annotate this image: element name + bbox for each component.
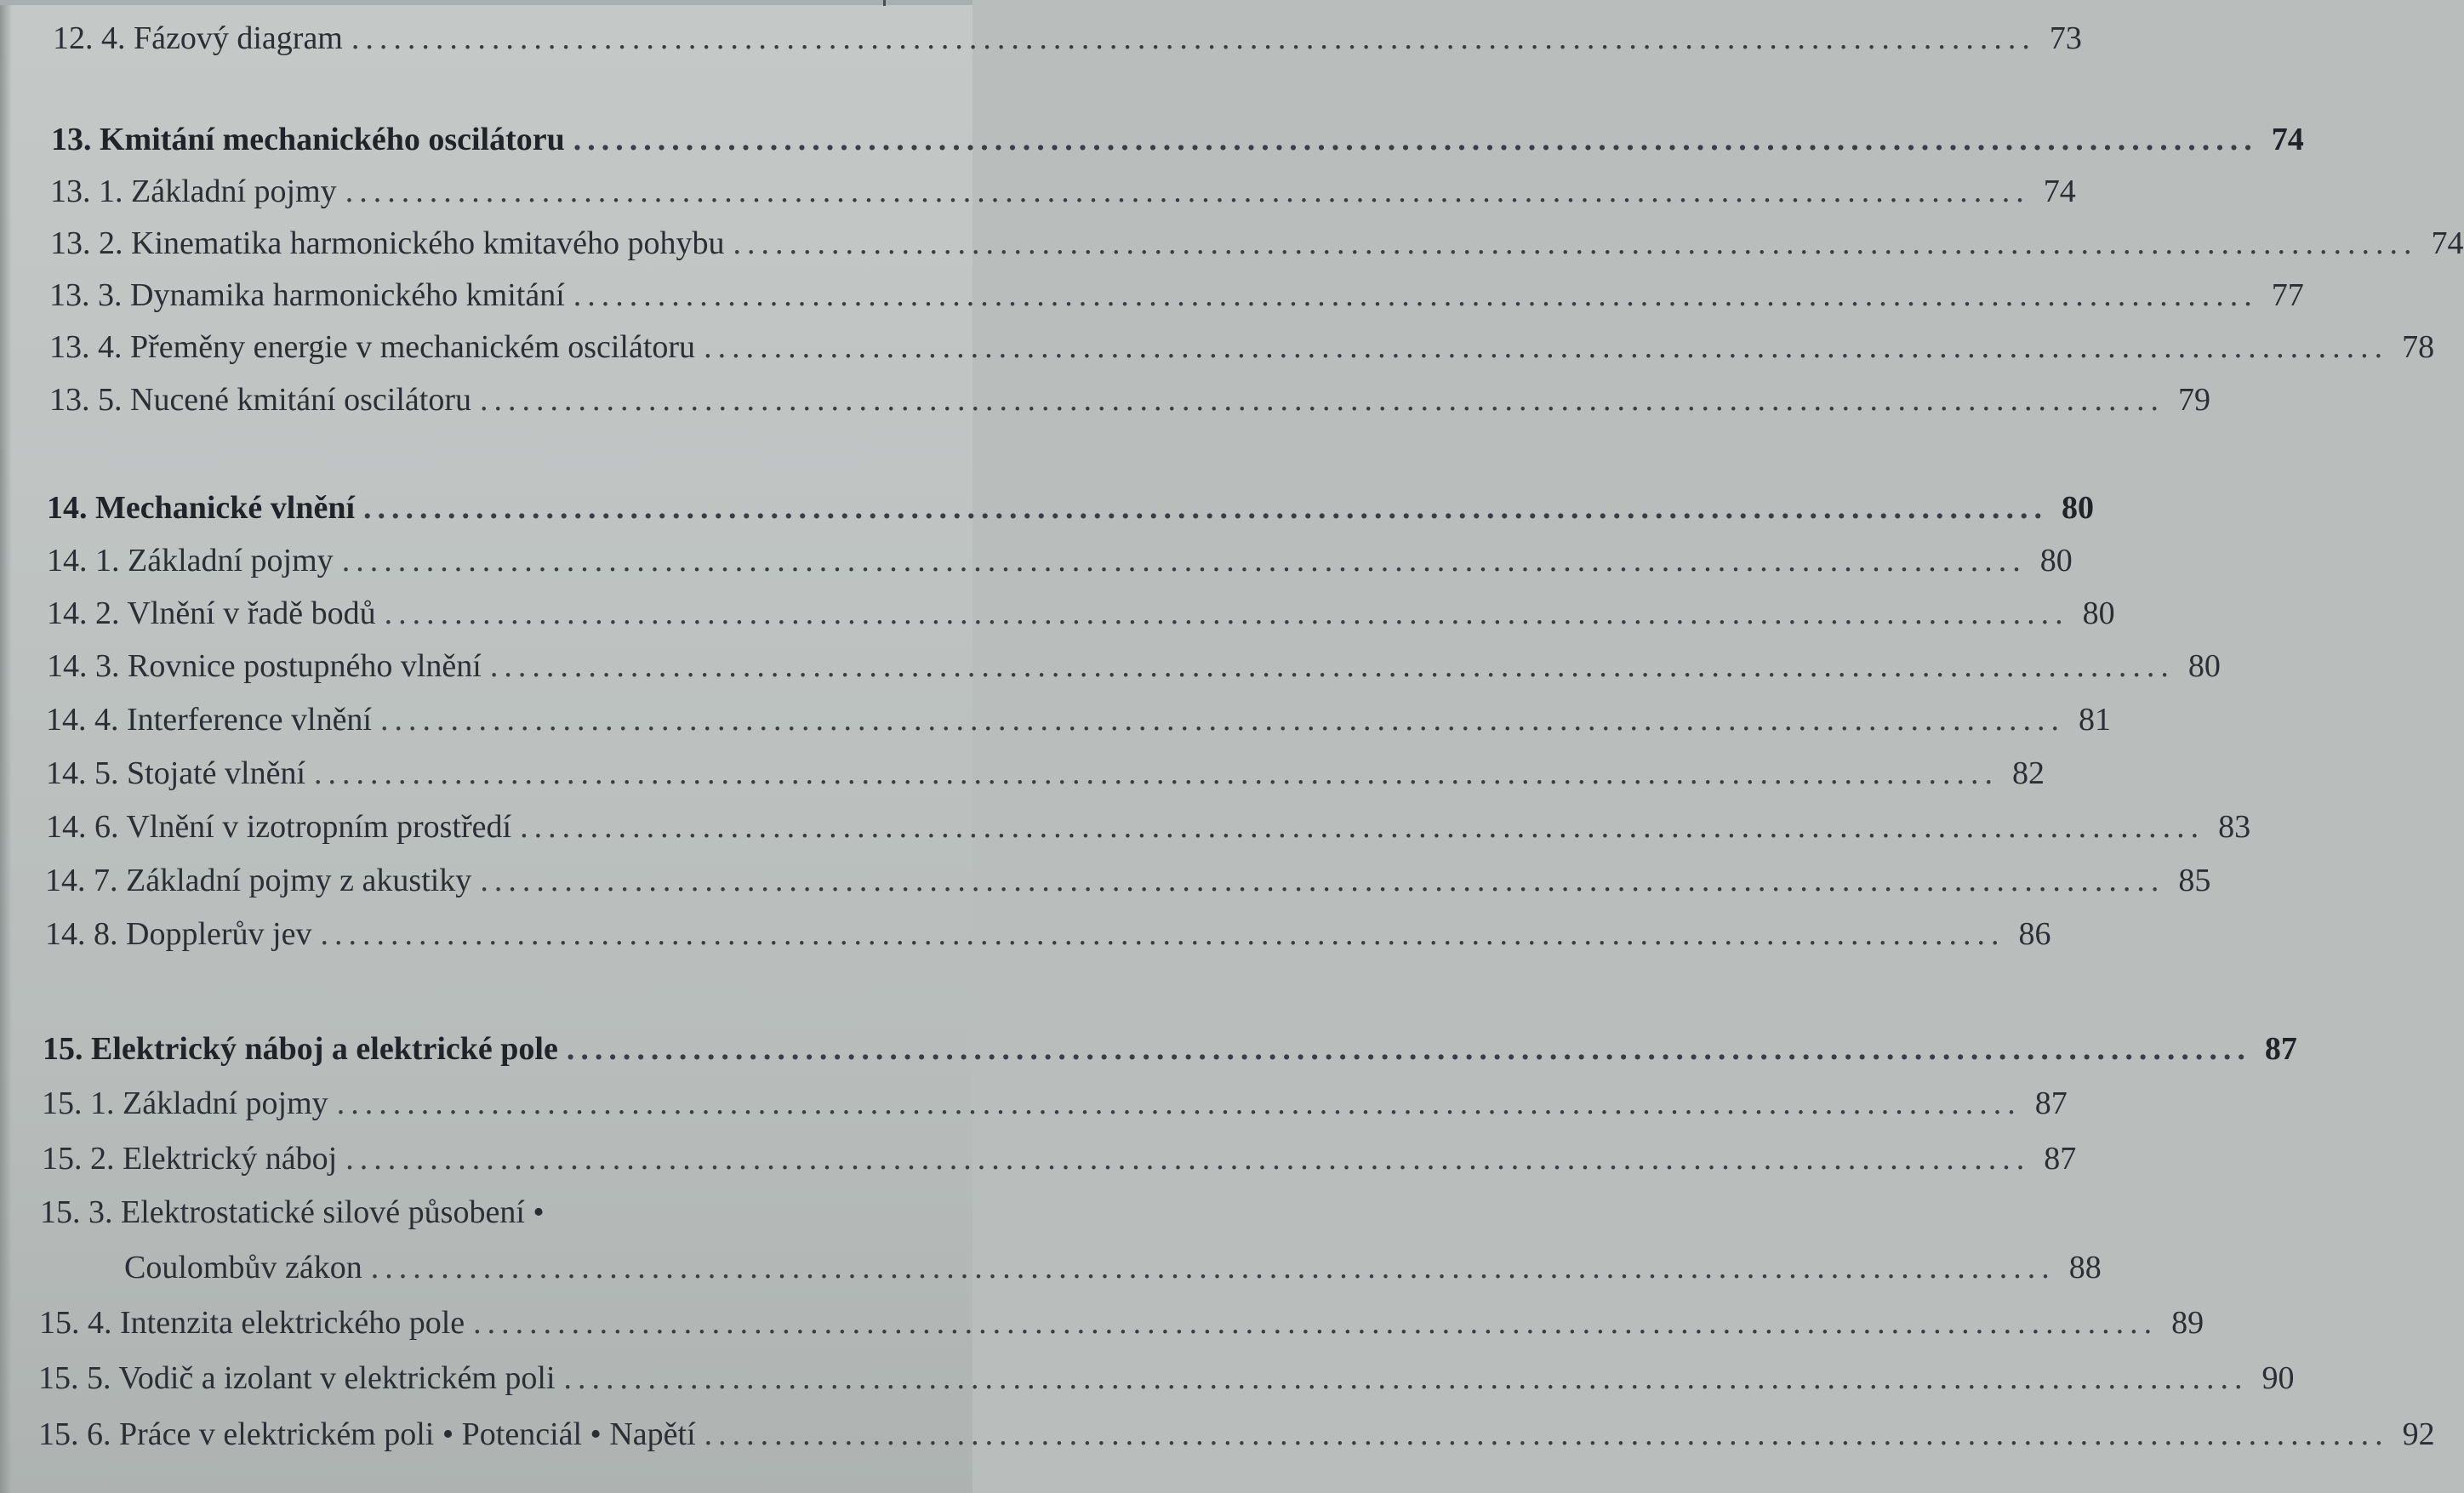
dot-leader: ........................................................................................................................: [563, 1360, 2249, 1396]
toc-entry: [47, 582, 2115, 633]
toc-entry-label: 14. 7. Základní pojmy z akustiky: [45, 863, 472, 898]
toc-entry-page: 90: [2262, 1360, 2295, 1396]
previous-page-edge: [0, 0, 972, 5]
dot-leader: ........................................................................................................................: [363, 490, 2049, 526]
toc-entry: [49, 264, 2304, 315]
toc-entry-first-line: [40, 1181, 924, 1232]
dot-leader: ........................................................................................................................: [480, 382, 2165, 418]
toc-entry-label: 14. 2. Vlnění v řadě bodů: [47, 595, 376, 631]
toc-entry-page: 87: [2034, 1086, 2068, 1121]
dot-leader: ........................................................................................................................: [473, 1305, 2159, 1341]
toc-entry-label: 14. 6. Vlnění v izotropním prostředí: [46, 809, 512, 845]
toc-chapter-title: 14. Mechanické vlnění: [47, 490, 356, 526]
toc-entry-label: 13. 5. Nucené kmitání oscilátoru: [49, 382, 471, 418]
dot-leader: ........................................................................................................................: [573, 277, 2258, 313]
toc-entry: [42, 1072, 2068, 1123]
toc-entry-label: 15. 2. Elektrický náboj: [42, 1141, 338, 1177]
toc-entry-page: 83: [2218, 809, 2251, 845]
toc-entry-label: 15. 4. Intenzita elektrického pole: [39, 1305, 465, 1341]
dot-leader: ........................................................................................................................: [704, 1416, 2389, 1452]
toc-entry: [45, 903, 2051, 954]
toc-entry-label: 14. 4. Interference vlnění: [46, 702, 372, 738]
cut-off-character: [883, 0, 903, 6]
toc-entry: [46, 742, 2045, 793]
toc-entry-label: 15. 3. Elektrostatické silové působení •: [40, 1194, 545, 1230]
toc-entry-label: 14. 1. Základní pojmy: [47, 543, 334, 578]
toc-entry-label-continuation: Coulombův zákon: [124, 1250, 362, 1285]
dot-leader: ........................................................................................................................: [341, 543, 2027, 578]
toc-entry-page: 87: [2044, 1141, 2077, 1177]
toc-entry-page: 92: [2402, 1416, 2435, 1452]
dot-leader: ........................................................................................................................: [380, 702, 2065, 738]
toc-entry-label: 15. 1. Základní pojmy: [42, 1086, 328, 1121]
toc-entry: [53, 7, 2082, 58]
toc-chapter-heading: [47, 476, 2095, 527]
toc-entry-page: 88: [2068, 1250, 2102, 1285]
dot-leader: ........................................................................................................................: [520, 809, 2205, 845]
toc-entry-page: 80: [2082, 595, 2115, 631]
toc-entry-page: 77: [2271, 277, 2304, 313]
toc-entry-label: 15. 6. Práce v elektrickém poli • Potenciál • Napětí: [38, 1416, 696, 1452]
toc-entry: [39, 1291, 2204, 1342]
dot-leader: ........................................................................................................................: [384, 595, 2069, 631]
toc-entry-page: 79: [2178, 382, 2210, 418]
toc-entry-label: 12. 4. Fázový diagram: [53, 20, 343, 56]
toc-entry: [45, 849, 2211, 900]
toc-entry-label: 14. 5. Stojaté vlnění: [46, 755, 306, 791]
toc-entry-page: 89: [2171, 1305, 2204, 1341]
toc-chapter-page: 87: [2264, 1031, 2297, 1067]
dot-leader: ........................................................................................................................: [345, 174, 2030, 209]
dot-leader: ........................................................................................................................: [370, 1250, 2056, 1285]
toc-entry: [38, 1403, 2435, 1454]
toc-entry: [50, 160, 2076, 211]
toc-entry: [38, 1347, 2295, 1398]
toc-entry-label: 14. 3. Rovnice postupného vlnění: [47, 648, 482, 684]
toc-entry-page: 80: [2187, 648, 2221, 684]
dot-leader: ........................................................................................................................: [320, 916, 2005, 952]
toc-entry-label: 13. 3. Dynamika harmonického kmitání: [49, 277, 565, 313]
toc-entry: [47, 635, 2221, 686]
toc-entry-page: 74: [2043, 174, 2076, 209]
dot-leader: ........................................................................................................................: [733, 225, 2418, 261]
toc-entry: [46, 795, 2251, 846]
toc-entry: [47, 529, 2073, 580]
dot-leader: ........................................................................................................................: [480, 863, 2165, 898]
dot-leader: ........................................................................................................................: [573, 122, 2258, 157]
dot-leader: ........................................................................................................................: [336, 1086, 2022, 1121]
toc-entry-label: 14. 8. Dopplerův jev: [45, 916, 312, 952]
toc-chapter-title: 13. Kmitání mechanického oscilátoru: [51, 122, 565, 157]
dot-leader: ........................................................................................................................: [566, 1031, 2251, 1067]
dot-leader: ........................................................................................................................: [314, 755, 1999, 791]
dot-leader: ........................................................................................................................: [489, 648, 2175, 684]
dot-leader: ........................................................................................................................: [704, 329, 2389, 365]
toc-entry-page: 81: [2079, 702, 2111, 738]
toc-chapter-page: 74: [2271, 122, 2304, 157]
toc-chapter-heading: [43, 1017, 2297, 1068]
toc-entry-page: 74: [2431, 225, 2464, 261]
toc-entry-continuation: [124, 1236, 2102, 1287]
toc-entry-label: 13. 2. Kinematika harmonického kmitavého pohybu: [50, 225, 725, 261]
toc-entry: [49, 368, 2210, 419]
toc-chapter-page: 80: [2062, 490, 2095, 526]
toc-entry: [49, 316, 2435, 367]
toc-entry-page: 85: [2178, 863, 2211, 898]
toc-entry-page: 78: [2402, 329, 2435, 365]
dot-leader: ........................................................................................................................: [345, 1141, 2031, 1177]
toc-entry-page: 86: [2018, 916, 2051, 952]
toc-entry-page: 80: [2039, 543, 2073, 578]
toc-chapter-title: 15. Elektrický náboj a elektrické pole: [43, 1031, 558, 1067]
toc-entry-label: 13. 4. Přeměny energie v mechanickém oscilátoru: [49, 329, 696, 365]
toc-chapter-heading: [51, 108, 2304, 159]
toc-entry: [50, 212, 2464, 263]
toc-entry-page: 82: [2012, 755, 2045, 791]
toc-entry: [42, 1127, 2077, 1178]
toc-entry-label: 13. 1. Základní pojmy: [50, 174, 337, 209]
toc-entry-page: 73: [2049, 20, 2082, 56]
toc-entry-label: 15. 5. Vodič a izolant v elektrickém poli: [38, 1360, 556, 1396]
dot-leader: ........................................................................................................................: [351, 20, 2036, 56]
toc-entry: [46, 688, 2111, 739]
